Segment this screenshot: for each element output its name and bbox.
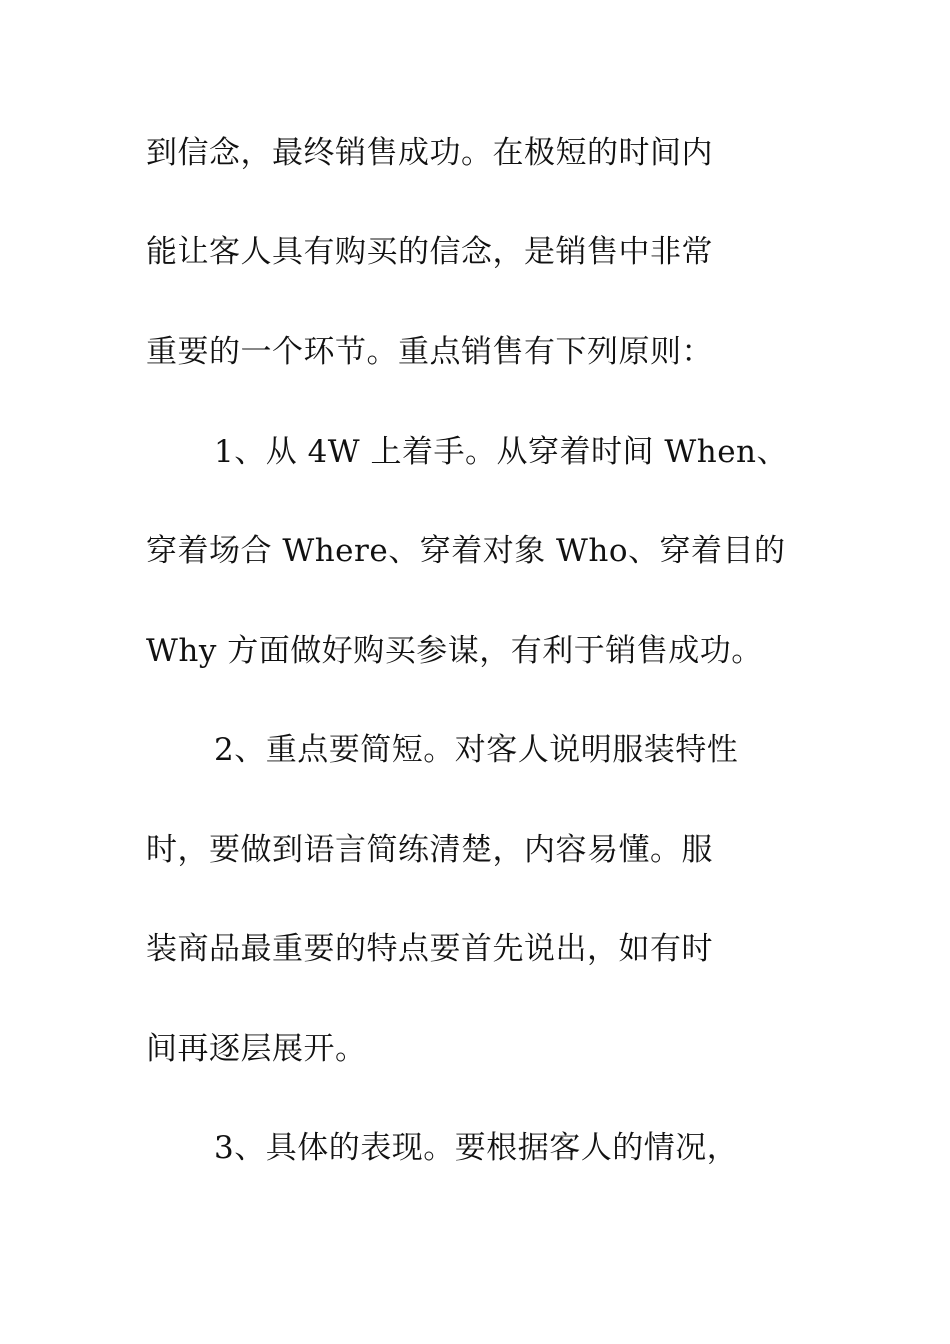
paragraph-line: 穿着场合 Where、穿着对象 Who、穿着目的: [146, 533, 786, 569]
list-item-3-line: 3、具体的表现。要根据客人的情况，: [214, 1130, 739, 1166]
paragraph-line: 重要的一个环节。重点销售有下列原则：: [146, 334, 713, 370]
paragraph-line: 间再逐层展开。: [146, 1031, 367, 1067]
list-item-1-line: 1、从 4W 上着手。从穿着时间 When、: [214, 434, 789, 470]
paragraph-line: Why 方面做好购买参谋，有利于销售成功。: [146, 633, 763, 669]
paragraph-line: 能让客人具有购买的信念，是销售中非常: [146, 234, 713, 270]
paragraph-line: 时，要做到语言简练清楚，内容易懂。服: [146, 832, 713, 868]
paragraph-line: 装商品最重要的特点要首先说出，如有时: [146, 931, 713, 967]
paragraph-line: 到信念，最终销售成功。在极短的时间内: [146, 135, 713, 171]
list-item-2-line: 2、重点要简短。对客人说明服装特性: [214, 732, 739, 768]
